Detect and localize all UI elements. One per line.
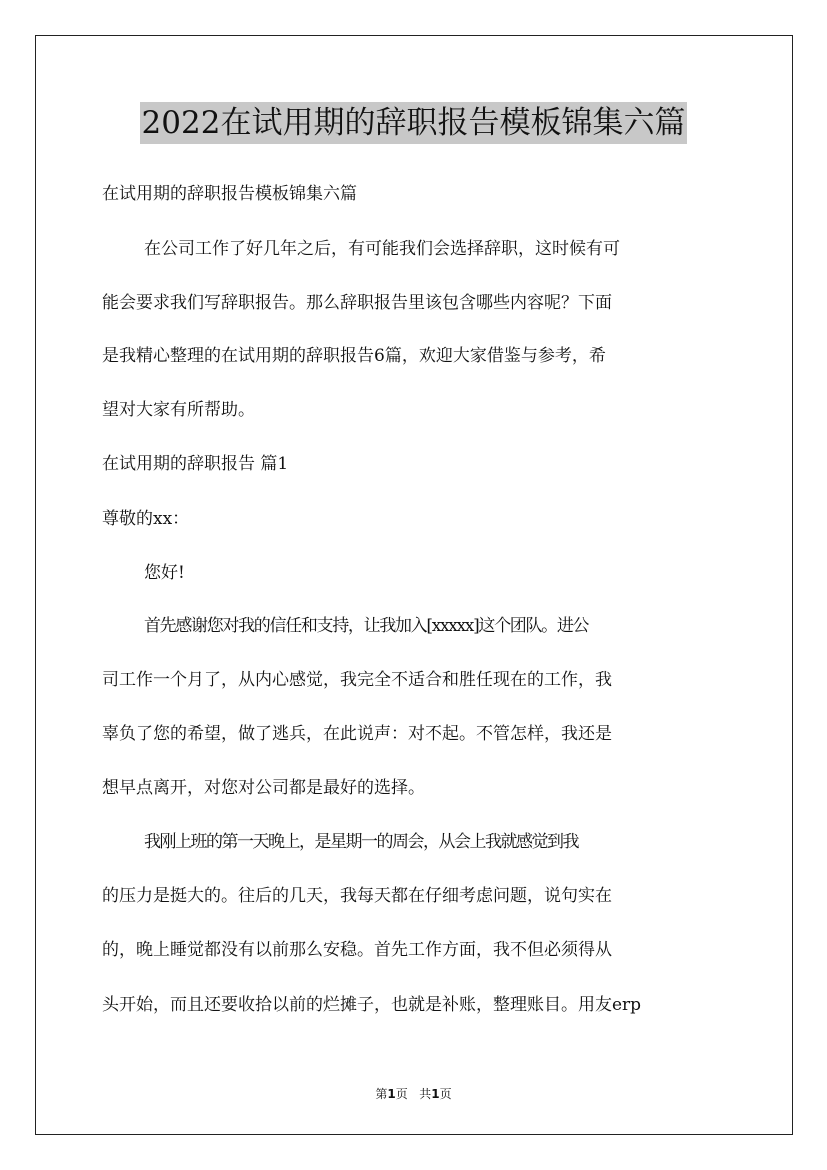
intro-line-2: 能会要求我们写辞职报告。那么辞职报告里该包含哪些内容呢？下面 [102, 293, 612, 313]
para1-line-3: 辜负了您的希望，做了逃兵，在此说声：对不起。不管怎样，我还是 [102, 724, 612, 744]
para2-line-3: 的，晚上睡觉都没有以前那么安稳。首先工作方面，我不但必须得从 [102, 940, 612, 960]
para2-line-2: 的压力是挺大的。往后的几天，我每天都在仔细考虑问题，说句实在 [102, 886, 612, 906]
footer-page-number: 1 [387, 1087, 396, 1101]
para1-line-1: 首先感谢您对我的信任和支持，让我加入[xxxxx]这个团队。进公 [144, 616, 589, 636]
page-footer [0, 1085, 827, 1102]
section-heading: 在试用期的辞职报告 篇1 [102, 454, 289, 474]
subtitle: 在试用期的辞职报告模板锦集六篇 [102, 184, 357, 204]
intro-line-3: 是我精心整理的在试用期的辞职报告6篇，欢迎大家借鉴与参考，希 [102, 346, 606, 366]
salutation: 尊敬的xx： [102, 509, 190, 529]
footer-mid: 页 共 [395, 1087, 432, 1101]
para1-line-2: 司工作一个月了，从内心感觉，我完全不适合和胜任现在的工作，我 [102, 670, 612, 690]
title-container [0, 102, 827, 144]
footer-pre: 第 [375, 1087, 388, 1101]
footer-page-total: 1 [431, 1087, 440, 1101]
para2-line-1: 我刚上班的第一天晚上，是星期一的周会，从会上我就感觉到我 [144, 832, 578, 852]
intro-line-4: 望对大家有所帮助。 [102, 400, 255, 420]
footer-post: 页 [439, 1087, 452, 1101]
document-title: 2022在试用期的辞职报告模板锦集六篇 [140, 102, 688, 144]
para2-line-4: 头开始，而且还要收拾以前的烂摊子，也就是补账，整理账目。用友erp [102, 995, 642, 1015]
intro-line-1: 在公司工作了好几年之后，有可能我们会选择辞职，这时候有可 [144, 239, 620, 259]
greeting: 您好! [144, 563, 185, 583]
para1-line-4: 想早点离开，对您对公司都是最好的选择。 [102, 778, 425, 798]
